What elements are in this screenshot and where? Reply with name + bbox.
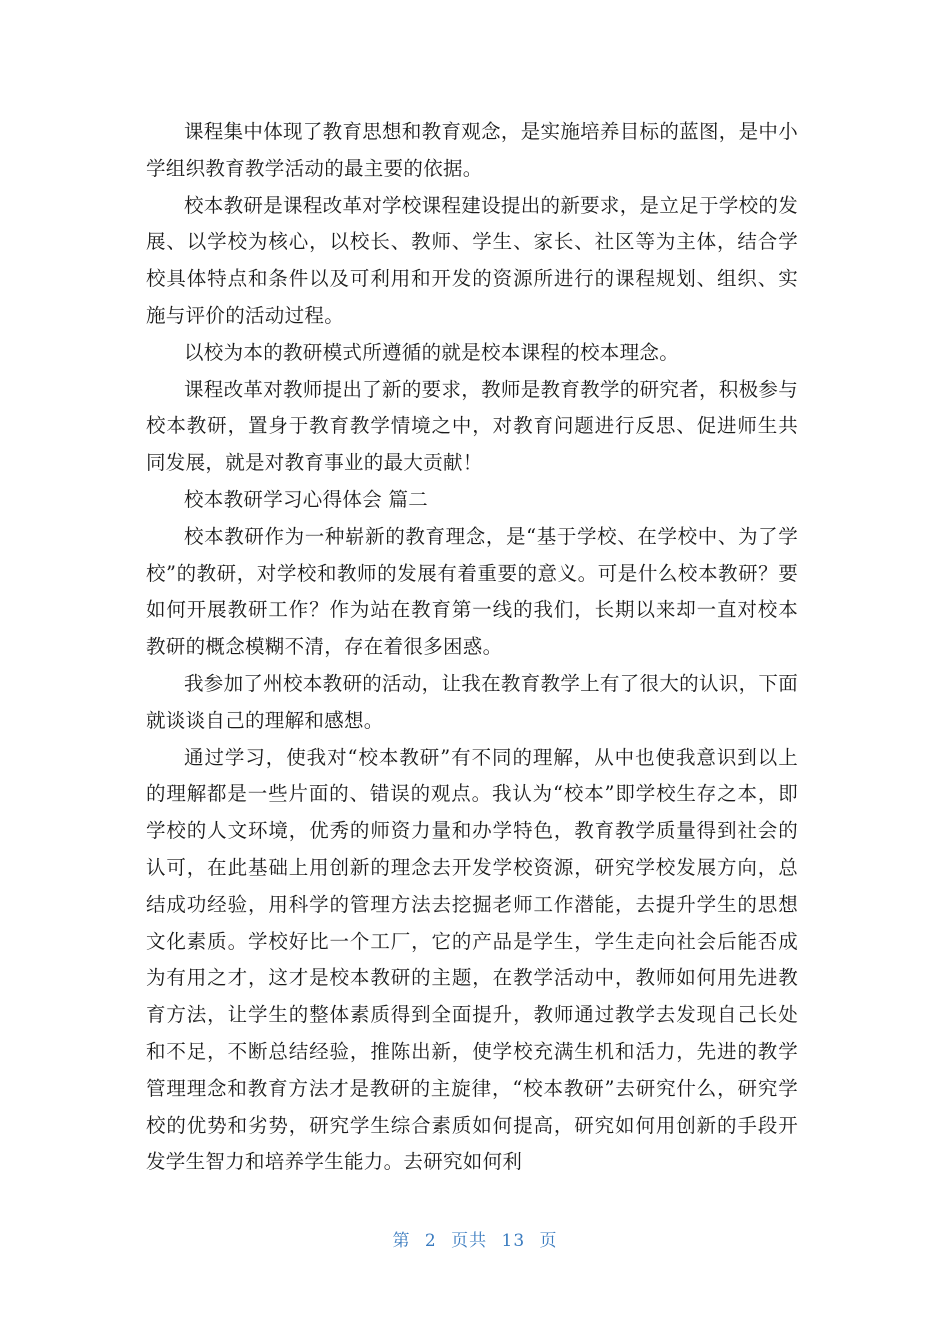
footer-prefix: 第 (392, 1231, 411, 1251)
paragraph: 我参加了州校本教研的活动，让我在教育教学上有了很大的认识，下面就谈谈自己的理解和感想。 (146, 671, 798, 732)
paragraph: 课程集中体现了教育思想和教育观念，是实施培养目标的蓝图，是中小学组织教育教学活动的最主要的依据。 (146, 120, 798, 180)
section-heading: 校本教研学习心得体会 篇二 (184, 487, 429, 511)
paragraph: 课程改革对教师提出了新的要求，教师是教育教学的研究者，积极参与校本教研，置身于教育教学情境之中，对教育问题进行反思、促进师生共同发展，就是对教育事业的最大贡献！ (146, 377, 798, 475)
paragraph: 校本教研作为一种崭新的教育理念，是“基于学校、在学校中、为了学校”的教研，对学校和教师的发展有着重要的意义。可是什么校本教研？要如何开展教研工作？作为站在教育第一线的我们，长期以来却一直对校本教研的概念模糊不清，存在着很多困惑。 (146, 524, 798, 659)
paragraph: 校本教研是课程改革对学校课程建设提出的新要求，是立足于学校的发展、以学校为核心，以校长、教师、学生、家长、社区等为主体，结合学校具体特点和条件以及可利用和开发的资源所进行的课程规划、组织、实施与评价的活动过程。 (146, 193, 798, 327)
current-page-number: 2 (424, 1231, 437, 1251)
page-footer (0, 1226, 950, 1251)
footer-middle: 页共 (451, 1231, 488, 1251)
paragraph: 以校为本的教研模式所遵循的就是校本课程的校本理念。 (184, 340, 680, 364)
paragraph: 通过学习，使我对“校本教研”有不同的理解，从中也使我意识到以上的理解都是一些片面的、错误的观点。我认为“校本”即学校生存之本，即学校的人文环境，优秀的师资力量和办学特色，教育教学质量得到社会的认可，在此基础上用创新的理念去开发学校资源，研究学校发展方向，总结成功经验，用科学的管理方法去挖掘老师工作潜能，去提升学生的思想文化素质。学校好比一个工厂，它的产品是学生，学生走向社会后能否成为有用之才，这才是校本教研的主题，在教学活动中，教师如何用先进教育方法，让学生的整体素质得到全面提升，教师通过教学去发现自己长处和不足，不断总结经验，推陈出新，使学校充满生机和活力，先进的教学管理理念和教育方法才是教研的主旋律，“校本教研”去研究什么，研究学校的优势和劣势，研究学生综合素质如何提高，研究如何用创新的手段开发学生智力和培养学生能力。去研究如何利 (146, 745, 798, 1174)
footer-suffix: 页 (539, 1231, 558, 1251)
total-page-count: 13 (501, 1231, 526, 1251)
document-body (146, 114, 798, 1181)
